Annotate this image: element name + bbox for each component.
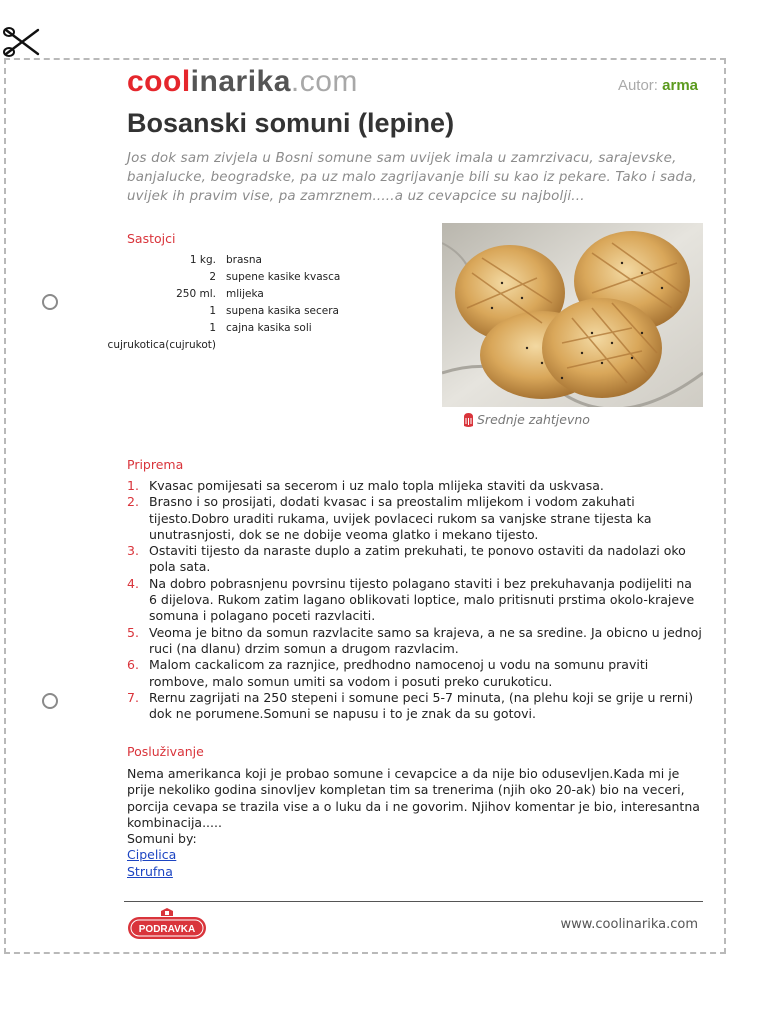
ingredient-name: brasna: [226, 254, 262, 266]
step-number: 7.: [127, 689, 139, 705]
step-text: Kvasac pomijesati sa secerom i uz malo topla mlijeka staviti da uskvasa.: [149, 478, 604, 493]
ingredient-name: mlijeka: [226, 288, 264, 300]
footer-site-url[interactable]: www.coolinarika.com: [560, 917, 698, 932]
difficulty-label: Srednje zahtjevno: [477, 412, 590, 427]
ingredient-row: [100, 252, 430, 269]
ingredient-name: supene kasike kvasca: [226, 271, 341, 283]
serving-heading: Posluživanje: [127, 744, 204, 759]
ingredient-quantity: 250 ml.: [176, 288, 216, 300]
preparation-step: [127, 494, 702, 543]
preparation-step: [127, 576, 702, 625]
serving-by-label: Somuni by:: [127, 831, 197, 847]
step-text: Veoma je bitno da somun razvlacite samo sa krajeva, a ne sa sredine. Ja obicno u jednoj ruci (na dlanu) drzim somun a drugom razvlacim.: [149, 624, 702, 656]
step-text: Brasno i so prosijati, dodati kvasac i sa preostalim mlijekom i vodom zakuhati tijesto.Dobro uraditi rukama, uvijek povlaceci rukom sa vanjske strane tijesta ka unutrasnjosti, dok se ne dobije veoma glatko i mekano tijesto.: [149, 494, 652, 542]
author-label: Autor:: [617, 77, 658, 94]
step-text: Ostaviti tijesto da naraste duplo a zatim prekuhati, te ponovo ostaviti da nadolazi oko pola sata.: [149, 543, 686, 575]
podravka-logo-text: PODRAVKA: [138, 924, 196, 935]
step-number: 2.: [127, 494, 139, 510]
footer-divider: [124, 901, 703, 902]
ingredient-row: [100, 320, 430, 337]
serving-section: [127, 766, 702, 880]
punch-hole-top: [42, 294, 58, 310]
punch-hole-bottom: [42, 693, 58, 709]
ingredients-list: [100, 252, 430, 354]
author-link-cipelica[interactable]: Cipelica: [127, 847, 177, 863]
recipe-photo: [442, 223, 703, 407]
step-text: Malom cackalicom za raznjice, predhodno namocenoj u vodu na somunu praviti rombove, malo somun umiti sa vodom i posuti preko curukoticu.: [149, 657, 649, 689]
step-number: 1.: [127, 478, 139, 493]
step-number: 5.: [127, 624, 139, 640]
preparation-heading: Priprema: [127, 457, 184, 472]
preparation-step: [127, 657, 702, 690]
ingredient-name: supena kasika secera: [226, 305, 339, 317]
author-link-strufna[interactable]: Strufna: [127, 863, 173, 879]
ingredient-quantity: cujrukotica(cujrukot): [107, 339, 216, 351]
coolinarika-logo[interactable]: coolinarika.com: [127, 65, 358, 98]
podravka-logo[interactable]: [127, 908, 207, 942]
author-name[interactable]: arma: [662, 77, 698, 94]
ingredient-name: cajna kasika soli: [226, 322, 312, 334]
preparation-step: [127, 478, 702, 494]
recipe-title: Bosanski somuni (lepine): [127, 108, 455, 138]
preparation-step: [127, 543, 702, 576]
chef-hat-icon: [462, 412, 475, 428]
ingredients-heading: Sastojci: [127, 231, 176, 246]
ingredient-row: [100, 286, 430, 303]
step-text: Na dobro pobrasnjenu povrsinu tijesto polagano staviti i bez prekuhavanja podijeliti na 6 dijelova. Rukom zatim lagano oblikovati loptice, malo pritisnuti prstima okolo-krajeve somuna i polagano poceti razvlaciti.: [149, 575, 695, 624]
preparation-step: [127, 690, 702, 723]
ingredient-quantity: 1: [209, 322, 216, 334]
serving-text: Nema amerikanca koji je probao somune i cevapcice a da nije bio odusevljen.Kada mi je prije nekoliko godina sinovljev kompletan tim sa trenerima (njih oko 20-ak) bio na veceri, porcija cevapa se trazila vise a o luku da i ne govorim. Njihov komentar je bio, interesantna kombinacija.....: [127, 766, 700, 830]
step-number: 3.: [127, 543, 139, 559]
ingredient-row: [100, 303, 430, 320]
preparation-steps: [127, 478, 702, 722]
ingredient-quantity: 1 kg.: [189, 254, 216, 266]
preparation-step: [127, 625, 702, 658]
ingredient-row: [100, 337, 430, 354]
author-info: [618, 77, 698, 94]
step-number: 6.: [127, 657, 139, 673]
step-text: Rernu zagrijati na 250 stepeni i somune peci 5-7 minuta, (na plehu koji se grije u rerni) dok ne porumene.Somuni se napusu i to je znak da su gotovi.: [149, 689, 694, 722]
step-number: 4.: [127, 575, 139, 591]
scissors-icon: [2, 24, 42, 62]
recipe-intro: Jos dok sam zivjela u Bosni somune sam uvijek imala u zamrzivacu, sarajevske, banjalucke, beogradske, pa uz malo zagrijavanje bili su kao iz pekare. Tako i sada, uvijek ih pravim vise, pa zamrznem.....a uz cevapcice su najbolji...: [127, 151, 698, 204]
difficulty-rating: [462, 411, 590, 429]
ingredient-quantity: 2: [209, 271, 216, 283]
ingredient-row: [100, 269, 430, 286]
ingredient-quantity: 1: [209, 305, 216, 317]
